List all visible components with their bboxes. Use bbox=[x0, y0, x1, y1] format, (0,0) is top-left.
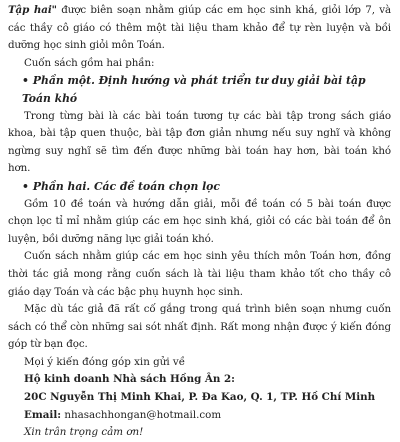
email-address: nhasachhongan@hotmail.com bbox=[64, 408, 222, 421]
part1-body: Trong từng bài là các bài toán tương tự các bài tập trong sách giáo khoa, bài tập quen thuộc, bài tập đơn giản nhưng nếu suy nghĩ và không ngừng suy nghĩ sẽ tìm đến được những bài toán hay hơn, bài toán khó hơn. bbox=[8, 109, 391, 175]
part2-bullet: • bbox=[22, 179, 29, 193]
part1-heading-text: Phần một. Định hướng và phát triển tư duy giải bài tập Toán khó bbox=[22, 74, 366, 105]
part2-heading-text: Phần hai. Các đề toán chọn lọc bbox=[32, 179, 220, 193]
company-address: 20C Nguyễn Thị Minh Khai, P. Đa Kao, Q. 1, TP. Hồ Chí Minh bbox=[24, 391, 376, 404]
thanks-line: Xin trân trọng cảm ơn! bbox=[24, 426, 144, 439]
company-name: Hộ kinh doanh Nhà sách Hồng Ân 2: bbox=[24, 373, 235, 386]
parts-intro: Cuốn sách gồm hai phần: bbox=[24, 56, 155, 69]
part2-body: Gồm 10 đề toán và hướng dẫn giải, mỗi đề toán có 5 bài toán được chọn lọc tỉ mỉ nhằm giúp các em học sinh khá, giỏi có các bài toán để ôn luyện, bồi dưỡng năng lực giải toán khó. bbox=[8, 197, 391, 245]
email-line bbox=[8, 407, 391, 425]
part1-heading bbox=[8, 72, 391, 107]
intro-text: được biên soạn nhằm giúp các em học sinh khá, giỏi lớp 7, và các thầy cô giáo có thêm một tài liệu tham khảo để tự rèn luyện và bồi dưỡng học sinh giỏi môn Toán. bbox=[8, 4, 391, 52]
book-title-italic: Tập hai" bbox=[8, 4, 57, 16]
feedback-line: Mọi ý kiến đóng góp xin gửi về bbox=[24, 355, 186, 368]
part2-heading bbox=[8, 178, 391, 196]
part1-bullet: • bbox=[22, 74, 29, 88]
hope-paragraph: Cuốn sách nhằm giúp các em học sinh yêu thích môn Toán hơn, đồng thời tác giả mong rằng cuốn sách là tài liệu tham khảo tốt cho thầy cô giáo dạy Toán và các bậc phụ huynh học sinh. bbox=[8, 250, 391, 298]
intro-paragraph bbox=[8, 2, 391, 55]
email-label: Email: bbox=[24, 408, 62, 421]
apology-paragraph: Mặc dù tác giả đã rất cố gắng trong quá trình biên soạn nhưng cuốn sách có thể còn những sai sót nhất định. Rất mong nhận được ý kiến đóng góp từ bạn đọc. bbox=[8, 303, 391, 351]
